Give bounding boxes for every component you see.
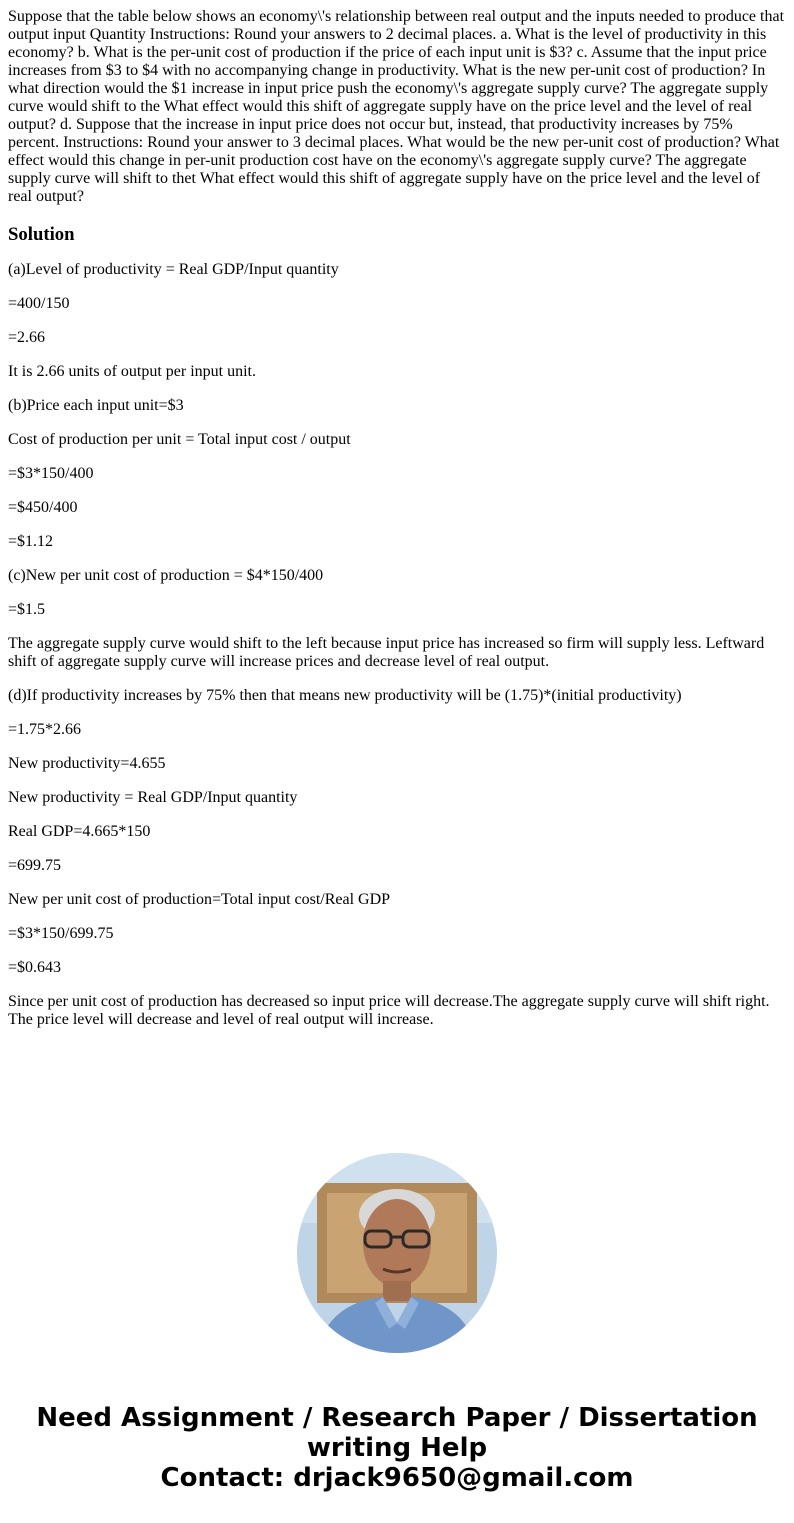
solution-line: =$450/400: [8, 499, 78, 516]
solution-line: Real GDP=4.665*150: [8, 823, 151, 840]
solution-line: New productivity = Real GDP/Input quantity: [8, 789, 298, 806]
solution-line: Since per unit cost of production has decreased so input price will decrease.The aggregate supply curve will shift right. The price level will decrease and level of real output will increase.: [8, 993, 770, 1028]
solution-line: =1.75*2.66: [8, 721, 82, 738]
solution-line: The aggregate supply curve would shift to the left because input price has increased so firm will supply less. Leftward shift of aggregate supply curve will increase prices and decrease level of real output.: [8, 635, 765, 670]
solution-line: =$0.643: [8, 959, 62, 976]
document-body: [8, 8, 786, 1045]
solution-line: =2.66: [8, 329, 46, 346]
footer-line-contact: Contact: drjack9650@gmail.com: [160, 1463, 634, 1493]
contact-footer: [0, 1403, 794, 1493]
footer-line-assignment: Need Assignment / Research Paper / Dissertation: [36, 1403, 758, 1433]
solution-line: It is 2.66 units of output per input unit.: [8, 363, 256, 380]
question-text: Suppose that the table below shows an economy\'s relationship between real output and the inputs needed to produce that output input Quantity Instructions: Round your answers to 2 decimal places. a. What is the level of productivity in this economy? b. What is the per-unit cost of production if the price of each input unit is $3? c. Assume that the input price increases from $3 to $4 with no accompanying change in productivity. What is the new per-unit cost of production? In what direction would the $1 increase in input price push the economy\'s aggregate supply curve? The aggregate supply curve would shift to the What effect would this shift of aggregate supply have on the price level and the level of real output? d. Suppose that the increase in input price does not occur but, instead, that productivity increases by 75% percent. Instructions: Round your answer to 3 decimal places. What would be the new per-unit cost of production? What effect would this change in per-unit production cost have on the economy\'s aggregate supply curve? The aggregate supply curve will shift to thet What effect would this shift of aggregate supply have on the price level and the level of real output?: [8, 8, 785, 205]
footer-line-help: writing Help: [306, 1433, 488, 1463]
solution-line: New per unit cost of production=Total input cost/Real GDP: [8, 891, 391, 908]
solution-line: =400/150: [8, 295, 70, 312]
solution-line: (d)If productivity increases by 75% then that means new productivity will be (1.75)*(initial productivity): [8, 687, 682, 704]
solution-line: =699.75: [8, 857, 62, 874]
author-avatar: [297, 1153, 497, 1353]
solution-line: Cost of production per unit = Total input cost / output: [8, 431, 351, 448]
solution-line: (a)Level of productivity = Real GDP/Input quantity: [8, 261, 339, 278]
avatar-portrait-image: [297, 1153, 497, 1353]
solution-line: =$1.5: [8, 601, 46, 618]
solution-line: =$3*150/699.75: [8, 925, 114, 942]
solution-line: =$3*150/400: [8, 465, 94, 482]
solution-heading: Solution: [8, 224, 75, 245]
solution-line: =$1.12: [8, 533, 54, 550]
solution-line: (b)Price each input unit=$3: [8, 397, 184, 414]
solution-line: (c)New per unit cost of production = $4*150/400: [8, 567, 324, 584]
solution-line: New productivity=4.655: [8, 755, 166, 772]
